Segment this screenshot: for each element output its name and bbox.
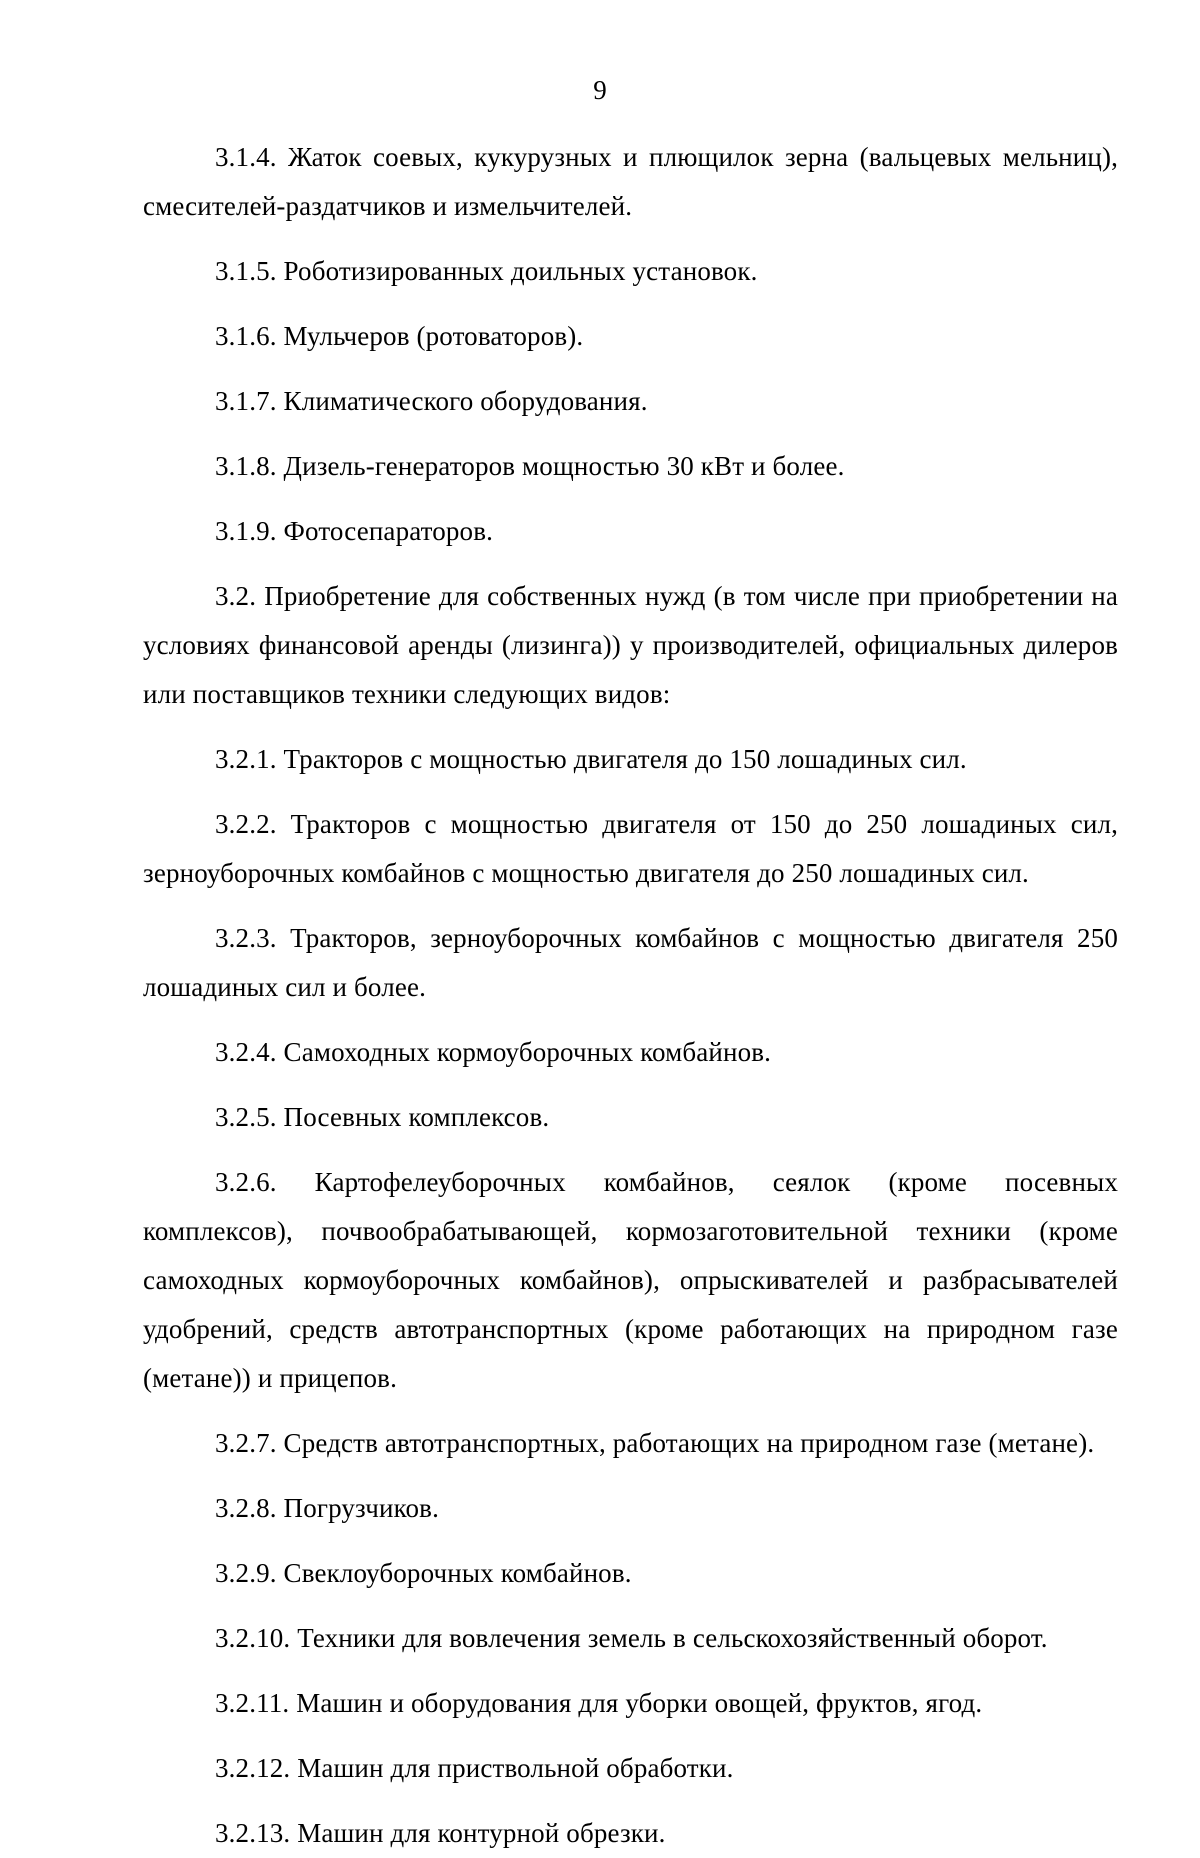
paragraph-3-1-4: 3.1.4. Жаток соевых, кукурузных и плющилок зерна (вальцевых мельниц), смесителей-раздатчиков и измельчителей. [143, 142, 1118, 221]
paragraph-3-2-5: 3.2.5. Посевных комплексов. [215, 1102, 550, 1132]
paragraph-3-2-7: 3.2.7. Средств автотранспортных, работающих на природном газе (метане). [215, 1428, 1095, 1458]
paragraph-3-1-7: 3.1.7. Климатического оборудования. [215, 386, 648, 416]
paragraph-3-2-3: 3.2.3. Тракторов, зерноуборочных комбайнов с мощностью двигателя 250 лошадиных сил и более. [143, 923, 1118, 1002]
paragraph-3-1-9: 3.1.9. Фотосепараторов. [215, 516, 493, 546]
paragraph-3-2-12: 3.2.12. Машин для приствольной обработки. [215, 1753, 734, 1783]
paragraph-3-2-8: 3.2.8. Погрузчиков. [215, 1493, 439, 1523]
paragraph-3-2-10: 3.2.10. Техники для вовлечения земель в сельскохозяйственный оборот. [215, 1623, 1048, 1653]
paragraph-3-2-9: 3.2.9. Свеклоуборочных комбайнов. [215, 1558, 632, 1588]
paragraph-3-2-6: 3.2.6. Картофелеуборочных комбайнов, сеялок (кроме посевных комплексов), почвообрабатывающей, кормозаготовительной техники (кроме самоходных кормоуборочных комбайнов), опрыскивателей и разбрасывателей удобрений, средств автотранспортных (кроме работающих на природном газе (метане)) и прицепов. [143, 1167, 1118, 1393]
page-number: 9 [593, 75, 607, 105]
paragraph-3-2-4: 3.2.4. Самоходных кормоуборочных комбайнов. [215, 1037, 772, 1067]
paragraph-3-1-8: 3.1.8. Дизель-генераторов мощностью 30 кВт и более. [215, 451, 845, 481]
paragraph-3-1-5: 3.1.5. Роботизированных доильных установок. [215, 256, 758, 286]
document-body [143, 133, 1118, 1858]
paragraph-3-2-13: 3.2.13. Машин для контурной обрезки. [215, 1818, 666, 1848]
paragraph-3-2-2: 3.2.2. Тракторов с мощностью двигателя от 150 до 250 лошадиных сил, зерноуборочных комбайнов с мощностью двигателя до 250 лошадиных сил. [143, 809, 1118, 888]
paragraph-3-1-6: 3.1.6. Мульчеров (ротоваторов). [215, 321, 584, 351]
paragraph-3-2-11: 3.2.11. Машин и оборудования для уборки овощей, фруктов, ягод. [215, 1688, 983, 1718]
paragraph-3-2: 3.2. Приобретение для собственных нужд (в том числе при приобретении на условиях финансовой аренды (лизинга)) у производителей, официальных дилеров или поставщиков техники следующих видов: [143, 581, 1118, 709]
paragraph-3-2-1: 3.2.1. Тракторов с мощностью двигателя до 150 лошадиных сил. [215, 744, 967, 774]
